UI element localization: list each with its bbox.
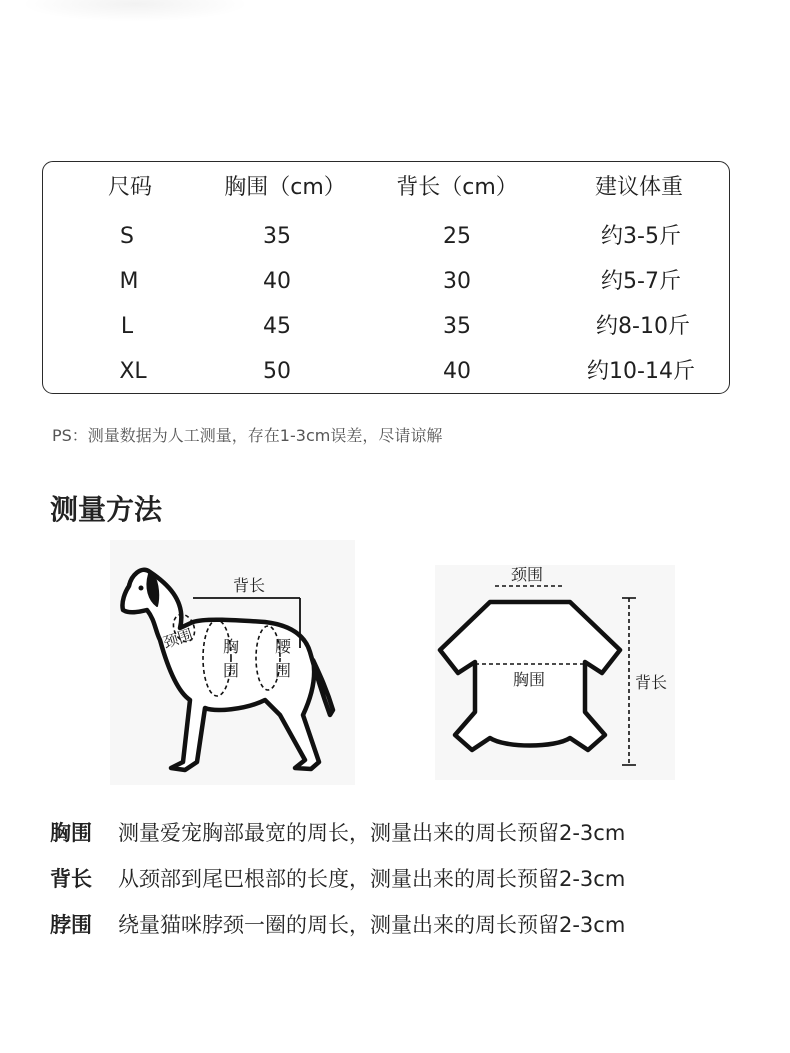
table-cell-weight: 约8-10斤: [596, 314, 690, 339]
description-chest: [50, 817, 625, 847]
shirt-label-back: 背长: [635, 673, 668, 692]
table-cell-chest: 35: [263, 224, 291, 249]
description-text: 绕量猫咪脖颈一圈的周长，测量出来的周长预留2-3cm: [118, 913, 626, 937]
dog-label-waist-1: 腰: [275, 637, 292, 656]
size-table: [42, 161, 730, 394]
table-cell-size: XL: [119, 359, 147, 384]
description-term: 背长: [50, 867, 92, 891]
dog-label-neck: 颈围: [161, 625, 196, 652]
table-cell-weight: 约5-7斤: [601, 269, 681, 294]
measurement-diagram: [105, 540, 705, 790]
dog-eye: [139, 586, 144, 591]
dog-label-chest-1: 胸: [223, 637, 240, 656]
table-cell-back: 30: [443, 269, 471, 294]
header-chest: 胸围（cm）: [224, 175, 346, 200]
table-cell-weight: 约3-5斤: [601, 224, 681, 249]
table-cell-size: S: [120, 224, 134, 249]
header-weight: 建议体重: [594, 175, 684, 200]
dog-label-waist-2: 围: [275, 661, 292, 680]
header-size: 尺码: [107, 175, 153, 200]
description-back-length: [50, 863, 625, 893]
table-cell-chest: 50: [263, 359, 291, 384]
table-cell-back: 35: [443, 314, 471, 339]
dog-label-chest-2: 围: [223, 661, 240, 680]
table-cell-chest: 40: [263, 269, 291, 294]
table-cell-back: 25: [443, 224, 471, 249]
header-back-length: 背长（cm）: [396, 175, 518, 200]
description-neck: [50, 909, 625, 939]
table-cell-weight: 约10-14斤: [587, 359, 695, 384]
dog-label-back: 背长: [233, 576, 266, 595]
background-smudge: [20, 0, 250, 22]
table-cell-size: M: [119, 269, 139, 294]
description-term: 胸围: [50, 821, 92, 845]
shirt-label-chest: 胸围: [513, 670, 546, 689]
description-text: 从颈部到尾巴根部的长度，测量出来的周长预留2-3cm: [118, 867, 626, 891]
section-title: 测量方法: [50, 493, 163, 526]
measurement-note: PS：测量数据为人工测量，存在1-3cm误差，尽请谅解: [52, 426, 443, 445]
table-cell-size: L: [120, 314, 134, 339]
table-cell-chest: 45: [263, 314, 291, 339]
shirt-label-neck: 颈围: [511, 565, 544, 584]
description-text: 测量爱宠胸部最宽的周长，测量出来的周长预留2-3cm: [118, 821, 626, 845]
table-cell-back: 40: [443, 359, 471, 384]
description-term: 脖围: [50, 913, 92, 937]
